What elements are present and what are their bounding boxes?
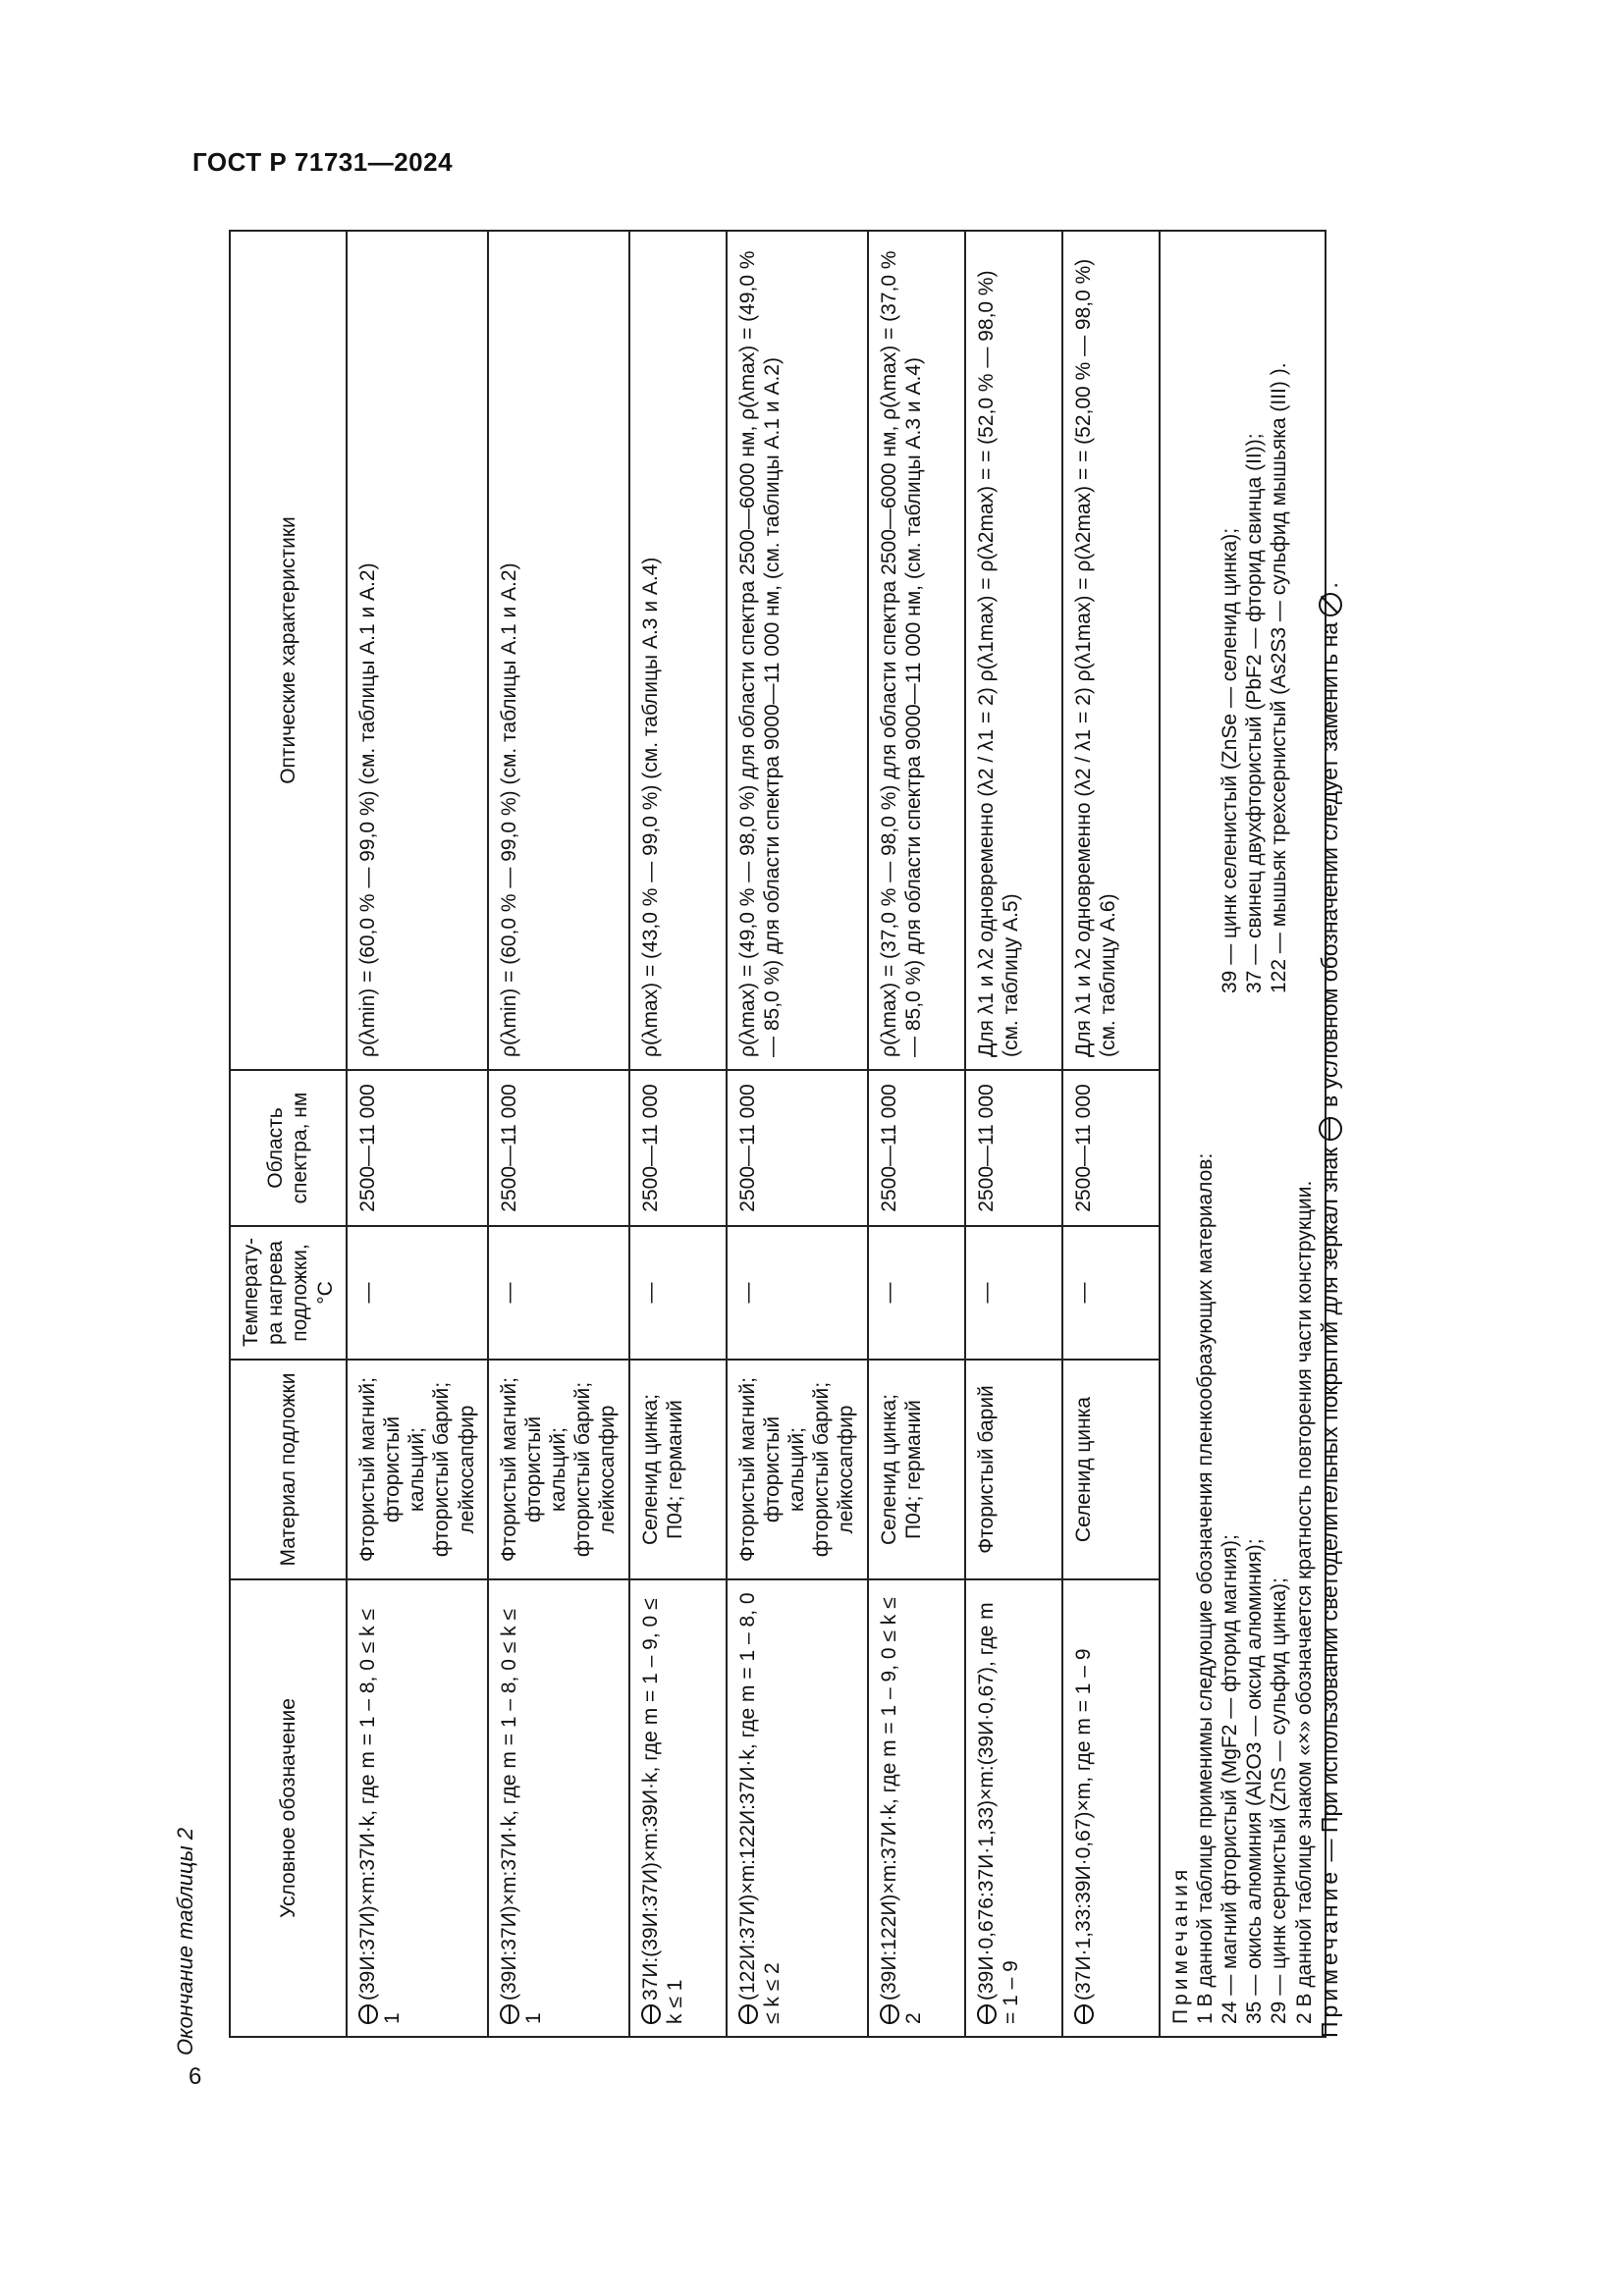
footnote-end: . <box>1317 582 1342 589</box>
note-1-intro: 1 В данной таблице применимы следующие обозначения пленкообразующих материалов: <box>1193 1152 1217 2024</box>
optical-cell: ρ(λmax) = (37,0 % — 98,0 %) для области спектра 2500—6000 нм, ρ(λmax) = (37,0 % — 85,0 %) для области спектра 9000—11 000 нм, (см. таблицы А.3 и А.4) <box>868 231 965 1070</box>
material-item: 122 — мышьяк трехсернистый (As2S3 — сульфид мышьяка (III) ). <box>1268 362 1291 993</box>
designation-cell: (39И·0,676:37И·1,33)×m:(39И·0,67), где m = 1 – 9 <box>965 1579 1062 2037</box>
spectrum-cell: 2500—11 000 <box>629 1070 727 1226</box>
beamsplitter-symbol-icon <box>358 2004 378 2024</box>
column-header-spectrum: Область спектра, нм <box>230 1070 347 1226</box>
notes-title: Примечания <box>1168 1865 1192 2024</box>
notes-cell <box>1160 231 1326 2037</box>
designation-cell: 37И:(39И:37И)×m:39И·k, где m = 1 – 9, 0 ≤ k ≤ 1 <box>629 1579 727 2037</box>
optical-cell: Для λ1 и λ2 одновременно (λ2 / λ1 = 2) ρ(λ1max) = ρ(λ2max) = = (52,0 % — 98,0 %) (см. таблицу А.5) <box>965 231 1062 1070</box>
temperature-cell: — <box>347 1226 488 1360</box>
material-item: 29 — цинк сернистый (ZnS — сульфид цинка); <box>1268 1577 1291 2024</box>
beamsplitter-symbol-icon <box>641 2004 661 2024</box>
table-continuation-caption: Окончание таблицы 2 <box>173 1827 197 2056</box>
designation-cell: (37И·1,33:39И·0,67)×m, где m = 1 – 9 <box>1062 1579 1160 2037</box>
beamsplitter-symbol-icon <box>1074 2004 1094 2024</box>
materials-right-column <box>1218 243 1292 993</box>
footnote <box>1317 582 1343 2038</box>
substrate-cell: Селенид цинка; П04; германий <box>868 1360 965 1579</box>
substrate-cell: Фтористый магний; фтористый кальций; фтористый барий; лейкосапфир <box>727 1360 868 1579</box>
spectrum-cell: 2500—11 000 <box>488 1070 629 1226</box>
table-row <box>347 231 488 2037</box>
designation-cell: (122И:37И)×m:122И:37И·k, где m = 1 – 8, 0 ≤ k ≤ 2 <box>727 1579 868 2037</box>
designation-cell: (39И:37И)×m:37И·k, где m = 1 – 8, 0 ≤ k ≤ 1 <box>347 1579 488 2037</box>
column-header-substrate: Материал подложки <box>230 1360 347 1579</box>
table-row <box>727 231 868 2037</box>
beamsplitter-symbol-icon <box>977 2004 997 2024</box>
spectrum-cell: 2500—11 000 <box>1062 1070 1160 1226</box>
substrate-cell: Селенид цинка <box>1062 1360 1160 1579</box>
temperature-cell: — <box>965 1226 1062 1360</box>
notes-row <box>1160 231 1326 2037</box>
mirror-coating-symbol-icon <box>1319 593 1342 616</box>
optical-cell: ρ(λmax) = (43,0 % — 99,0 %) (см. таблицы А.3 и А.4) <box>629 231 727 1070</box>
note-2: 2 В данной таблице знаком «×» обозначается кратность повторения части конструкции. <box>1292 1180 1316 2024</box>
beamsplitter-symbol-icon <box>738 2004 758 2024</box>
column-header-temperature: Температу-ра нагрева подложки, °С <box>230 1226 347 1360</box>
optical-cell: Для λ1 и λ2 одновременно (λ2 / λ1 = 2) ρ(λ1max) = ρ(λ2max) = = (52,00 % — 98,0 %) (см. таблицу А.6) <box>1062 231 1160 1070</box>
table-row <box>629 231 727 2037</box>
spectrum-cell: 2500—11 000 <box>347 1070 488 1226</box>
column-header-designation: Условное обозначение <box>230 1579 347 2037</box>
beamsplitter-symbol-icon <box>1319 1117 1342 1141</box>
substrate-cell: Фтористый барий <box>965 1360 1062 1579</box>
material-item: 35 — окись алюминия (Al2O3 — оксид алюминия); <box>1243 1538 1267 2024</box>
spectrum-cell: 2500—11 000 <box>965 1070 1062 1226</box>
material-item: 24 — магний фтористый (MgF2 — фторид магния); <box>1218 1534 1241 2024</box>
temperature-cell: — <box>1062 1226 1160 1360</box>
temperature-cell: — <box>868 1226 965 1360</box>
material-item: 37 — свинец двухфтористый (PbF2 — фторид свинца (II)); <box>1243 433 1267 993</box>
materials-left-column <box>1218 1003 1292 2024</box>
beamsplitter-symbol-icon <box>880 2004 899 2024</box>
table-header-row <box>230 231 347 2037</box>
optical-cell: ρ(λmin) = (60,0 % — 99,0 %) (см. таблицы А.1 и А.2) <box>347 231 488 1070</box>
optical-cell: ρ(λmin) = (60,0 % — 99,0 %) (см. таблицы А.1 и А.2) <box>488 231 629 1070</box>
column-header-optical: Оптические характеристики <box>230 231 347 1070</box>
spectrum-cell: 2500—11 000 <box>727 1070 868 1226</box>
designation-cell: (39И:122И)×m:37И·k, где m = 1 – 9, 0 ≤ k ≤ 2 <box>868 1579 965 2037</box>
footnote-label: Примечание <box>1317 1867 1342 2038</box>
temperature-cell: — <box>727 1226 868 1360</box>
rotated-table-page <box>173 92 1624 2056</box>
materials-list <box>1218 243 1292 2024</box>
optical-cell: ρ(λmax) = (49,0 % — 98,0 %) для области спектра 2500—6000 нм, ρ(λmax) = (49,0 % — 85,0 %) для области спектра 9000—11 000 нм, (см. таблицы А.1 и А.2) <box>727 231 868 1070</box>
substrate-cell: Селенид цинка; П04; германий <box>629 1360 727 1579</box>
page-number: 6 <box>189 2063 202 2090</box>
designation-cell: (39И:37И)×m:37И·k, где m = 1 – 8, 0 ≤ k ≤ 1 <box>488 1579 629 2037</box>
spectrum-cell: 2500—11 000 <box>868 1070 965 1226</box>
substrate-cell: Фтористый магний; фтористый кальций; фтористый барий; лейкосапфир <box>488 1360 629 1579</box>
optical-coatings-table <box>229 230 1326 2038</box>
material-item: 39 — цинк селенистый (ZnSe — селенид цинка); <box>1218 527 1241 993</box>
beamsplitter-symbol-icon <box>500 2004 519 2024</box>
substrate-cell: Фтористый магний; фтористый кальций; фтористый барий; лейкосапфир <box>347 1360 488 1579</box>
footnote-text-after: в условном обозначении следует заменить на <box>1317 615 1342 1114</box>
table-row <box>1062 231 1160 2037</box>
footnote-text-before: — При использовании светоделительных покрытий для зеркал знак <box>1317 1141 1342 1868</box>
table-row <box>868 231 965 2037</box>
temperature-cell: — <box>488 1226 629 1360</box>
document-code: ГОСТ Р 71731—2024 <box>192 147 454 177</box>
table-row <box>488 231 629 2037</box>
table-row <box>965 231 1062 2037</box>
temperature-cell: — <box>629 1226 727 1360</box>
